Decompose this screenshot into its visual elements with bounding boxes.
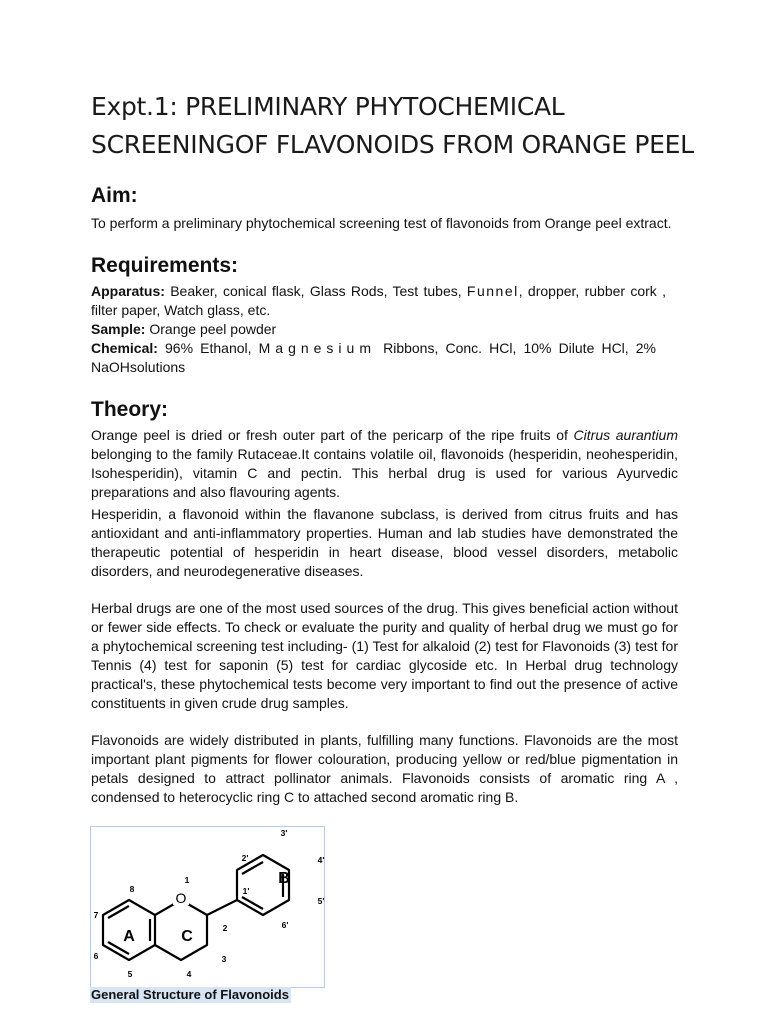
aim-heading: Aim: [91,184,138,207]
title-line-1: Expt.1: PRELIMINARY PHYTOCHEMICAL [91,92,565,121]
ring-c-label: C [181,928,193,945]
atom-label-5p: 5' [317,896,324,906]
flavonoid-structure-figure [90,826,325,988]
page-title [91,88,731,164]
theory-paragraph-3: Herbal drugs are one of the most used sources of the drug. This gives beneficial action without or fewer side effects. To check or evaluate the purity and quality of herbal drug we must go for a phytochemical screening test including- (1) Test for alkaloid (2) test for Flavonoids (3) test for Tennis (4) test for saponin (5) test for cardiac glycoside etc. In Herbal drug technology practical's, these phytochemical tests become very important to find out the presence of active constituents in given crude drug samples. [91,600,678,711]
atom-label-4: 4 [186,969,192,979]
atom-label-2: 2 [222,923,228,933]
chemical-paragraph [91,339,656,377]
theory-paragraph-4: Flavonoids are widely distributed in plants, fulfilling many functions. Flavonoids are the most important plant pigments for flower colouration, producing yellow or red/blue pigmentation in petals designed to attract pollinator animals. Flavonoids consists of aromatic ring A , condensed to heterocyclic ring C to attached second aromatic ring B. [91,732,678,805]
atom-label-7: 7 [93,910,99,920]
theory-p1-text-a: Orange peel is dried or fresh outer part of the pericarp of the ripe fruits of [91,427,574,443]
chemical-text-2: Ribbons, Conc. HCl, 10% Dilute HCl, 2% NaOHsolutions [91,340,657,375]
apparatus-text-2: , dropper, rubber cork , filter paper, Watch glass, etc. [91,283,666,318]
theory-heading: Theory: [91,398,169,421]
ring-b-double-bond-1 [242,862,263,874]
atom-label-8: 8 [129,884,135,894]
atom-label-3: 3 [221,954,227,964]
apparatus-paragraph [91,282,666,320]
title-line-2: SCREENINGOF FLAVONOIDS FROM ORANGE PEEL [91,130,694,159]
atom-label-1: 1 [184,875,190,885]
flavonoid-structure-diagram [91,827,324,987]
atom-label-6p: 6' [281,920,289,930]
sample-paragraph [91,320,678,339]
ring-a-label: A [123,928,135,945]
chemical-magnesium: Magnesium [258,340,376,356]
sample-label: Sample: [91,321,146,337]
sample-text: Orange peel powder [145,321,277,337]
atom-label-4p: 4' [317,855,324,865]
ring-a-double-bond-1 [108,906,129,918]
atom-label-5: 5 [127,969,133,979]
apparatus-funnel: Funnel [466,283,519,299]
oxygen-atom: O [175,890,187,906]
ring-b-double-bond-3 [242,897,263,909]
theory-paragraph-2: Hesperidin, a flavonoid within the flavanone subclass, is derived from citrus fruits and has antioxidant and anti-inflammatory properties. Human and lab studies have demonstrated the therapeutic potential of hesperidin in heart disease, blood vessel disorders, metabolic disorders, and neurodegenerative diseases. [91,506,678,579]
theory-p1-text-b: belonging to the family Rutaceae.It contains volatile oil, flavonoids (hesperidin, neohesperidin, Isohesperidin), vitamin C and pectin. This herbal drug is used for various Ayurvedic preparations and also flavouring agents. [91,446,678,500]
ring-b-label: B [278,870,290,887]
theory-p1-species: Citrus aurantium [573,427,679,443]
requirements-heading: Requirements: [91,254,239,277]
atom-label-1p: 1' [242,886,250,896]
apparatus-text-1: Beaker, conical flask, Glass Rods, Test tubes, [164,283,467,299]
atom-label-6: 6 [93,951,99,961]
apparatus-label: Apparatus: [91,283,165,299]
atom-label-2p: 2' [241,853,249,863]
aim-text: To perform a preliminary phytochemical screening test of flavonoids from Orange peel extract. [91,215,672,231]
atom-label-3p: 3' [280,828,288,838]
figure-caption: General Structure of Flavonoids [91,987,289,1002]
chemical-label: Chemical: [91,340,158,356]
chemical-text-1: 96% Ethanol, [157,340,259,356]
theory-paragraph-1 [91,426,678,502]
ring-bc-bond [207,900,237,915]
